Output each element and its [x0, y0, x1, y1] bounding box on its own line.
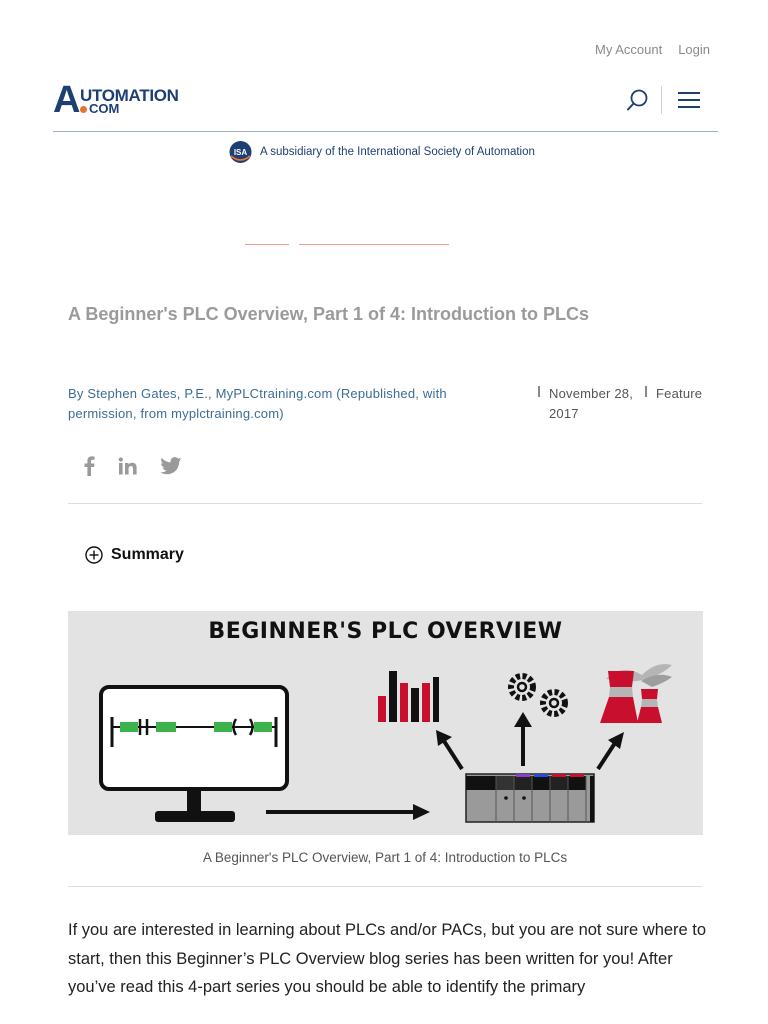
automation-com-logo[interactable] — [53, 79, 179, 121]
gears-icon — [511, 676, 565, 714]
hero-heading: BEGINNER'S PLC OVERVIEW — [208, 619, 563, 644]
linkedin-icon[interactable] — [118, 457, 138, 475]
my-account-link[interactable]: My Account — [594, 42, 663, 57]
social-share — [82, 456, 182, 476]
hero-image — [68, 611, 703, 835]
isa-subsidiary-bar[interactable] — [228, 140, 535, 164]
logo-word: UTOMATION — [80, 86, 179, 105]
meta-separator — [538, 386, 540, 397]
summary-toggle[interactable] — [85, 546, 184, 564]
account-links — [595, 42, 710, 57]
isa-logo-icon — [228, 140, 253, 164]
article-title: A Beginner's PLC Overview, Part 1 of 4: Introduction to PLCs — [68, 304, 590, 324]
facebook-icon[interactable] — [82, 456, 96, 476]
meta-separator — [645, 386, 647, 397]
divider — [68, 503, 702, 504]
hamburger-menu-icon[interactable] — [678, 92, 700, 110]
isa-logo-text: ISA — [233, 148, 248, 157]
factory-icon — [600, 664, 672, 723]
article-type[interactable]: Feature — [656, 386, 703, 401]
logo-dot — [80, 106, 87, 113]
summary-label: Summary — [111, 546, 184, 563]
article-body-clip — [0, 916, 768, 996]
article-date: November 28, 2017 — [549, 386, 634, 421]
bar-chart-icon — [378, 671, 439, 722]
site-header — [53, 80, 718, 132]
isa-tagline: A subsidiary of the International Society of Automation — [260, 146, 535, 158]
divider — [68, 886, 702, 887]
logo-com: COM — [89, 101, 120, 116]
plc-overview-illustration — [68, 611, 703, 835]
ad-placeholder-lines — [245, 244, 449, 245]
header-divider — [661, 86, 662, 114]
search-icon[interactable] — [626, 88, 650, 112]
logo-letter: A — [53, 79, 81, 121]
login-link[interactable]: Login — [678, 42, 710, 57]
twitter-icon[interactable] — [160, 457, 182, 475]
article-paragraph: If you are interested in learning about PLCs and/or PACs, but you are not sure where to start, then this Beginner’s PLC Overview blog series has been written for you! After you’ve read this 4-part series you should be able to identify the primary — [68, 921, 707, 996]
plus-circle-icon — [85, 546, 103, 564]
article-byline[interactable]: By Stephen Gates, P.E., MyPLCtraining.com (Republished, with permission, from myplctraining.com) — [68, 386, 447, 421]
monitor-icon — [101, 687, 287, 822]
plc-rack-icon — [466, 774, 594, 822]
hero-caption: A Beginner's PLC Overview, Part 1 of 4: Introduction to PLCs — [202, 850, 568, 865]
